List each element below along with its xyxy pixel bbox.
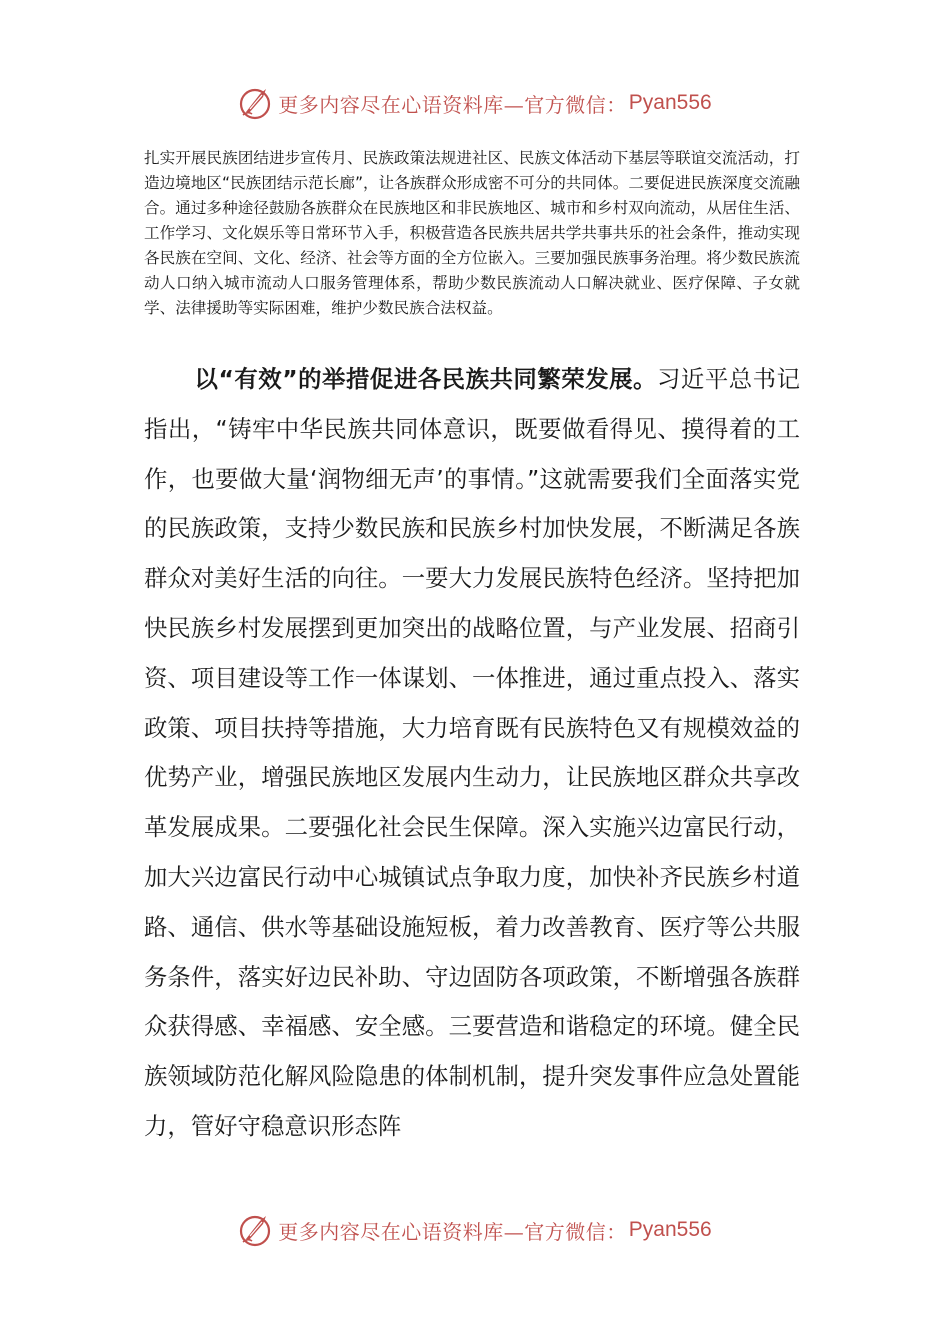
paragraph-2 — [144, 355, 800, 1152]
paragraph-2-heading: 以“有效”的举措促进各民族共同繁荣发展。 — [194, 365, 657, 393]
header-banner-text: 更多内容尽在心语资料库—官方微信： — [278, 92, 627, 117]
header-banner-id: Pyan556 — [628, 91, 712, 114]
pen-logo-icon — [238, 1212, 274, 1248]
paragraph-2-body: 习近平总书记指出，“铸牢中华民族共同体意识，既要做看得见、摸得着的工作，也要做大量‘润物细无声’的事情。”这就需要我们全面落实党的民族政策，支持少数民族和民族乡村加快发展，不断满足各族群众对美好生活的向往。一要大力发展民族特色经济。坚持把加快民族乡村发展摆到更加突出的战略位置，与产业发展、招商引资、项目建设等工作一体谋划、一体推进，通过重点投入、落实政策、项目扶持等措施，大力培育既有民族特色又有规模效益的优势产业，增强民族地区发展内生动力，让民族地区群众共享改革发展成果。二要强化社会民生保障。深入实施兴边富民行动，加大兴边富民行动中心城镇试点争取力度，加快补齐民族乡村道路、通信、供水等基础设施短板，着力改善教育、医疗等公共服务条件，落实好边民补助、守边固防各项政策，不断增强各族群众获得感、幸福感、安全感。三要营造和谐稳定的环境。健全民族领域防范化解风险隐患的体制机制，提升突发事件应急处置能力，管好守稳意识形态阵 — [144, 365, 800, 1140]
footer-banner — [0, 1210, 950, 1250]
header-banner — [0, 83, 950, 123]
footer-banner-id: Pyan556 — [628, 1218, 712, 1241]
footer-banner-text: 更多内容尽在心语资料库—官方微信： — [278, 1219, 627, 1244]
pen-logo-icon — [238, 85, 274, 121]
paragraph-1: 扎实开展民族团结进步宣传月、民族政策法规进社区、民族文体活动下基层等联谊交流活动，打造边境地区“民族团结示范长廊”，让各族群众形成密不可分的共同体。二要促进民族深度交流融合。通过多种途径鼓励各族群众在民族地区和非民族地区、城市和乡村双向流动，从居住生活、工作学习、文化娱乐等日常环节入手，积极营造各民族共居共学共事共乐的社会条件，推动实现各民族在空间、文化、经济、社会等方面的全方位嵌入。三要加强民族事务治理。将少数民族流动人口纳入城市流动人口服务管理体系，帮助少数民族流动人口解决就业、医疗保障、子女就学、法律援助等实际困难，维护少数民族合法权益。 — [144, 149, 800, 317]
